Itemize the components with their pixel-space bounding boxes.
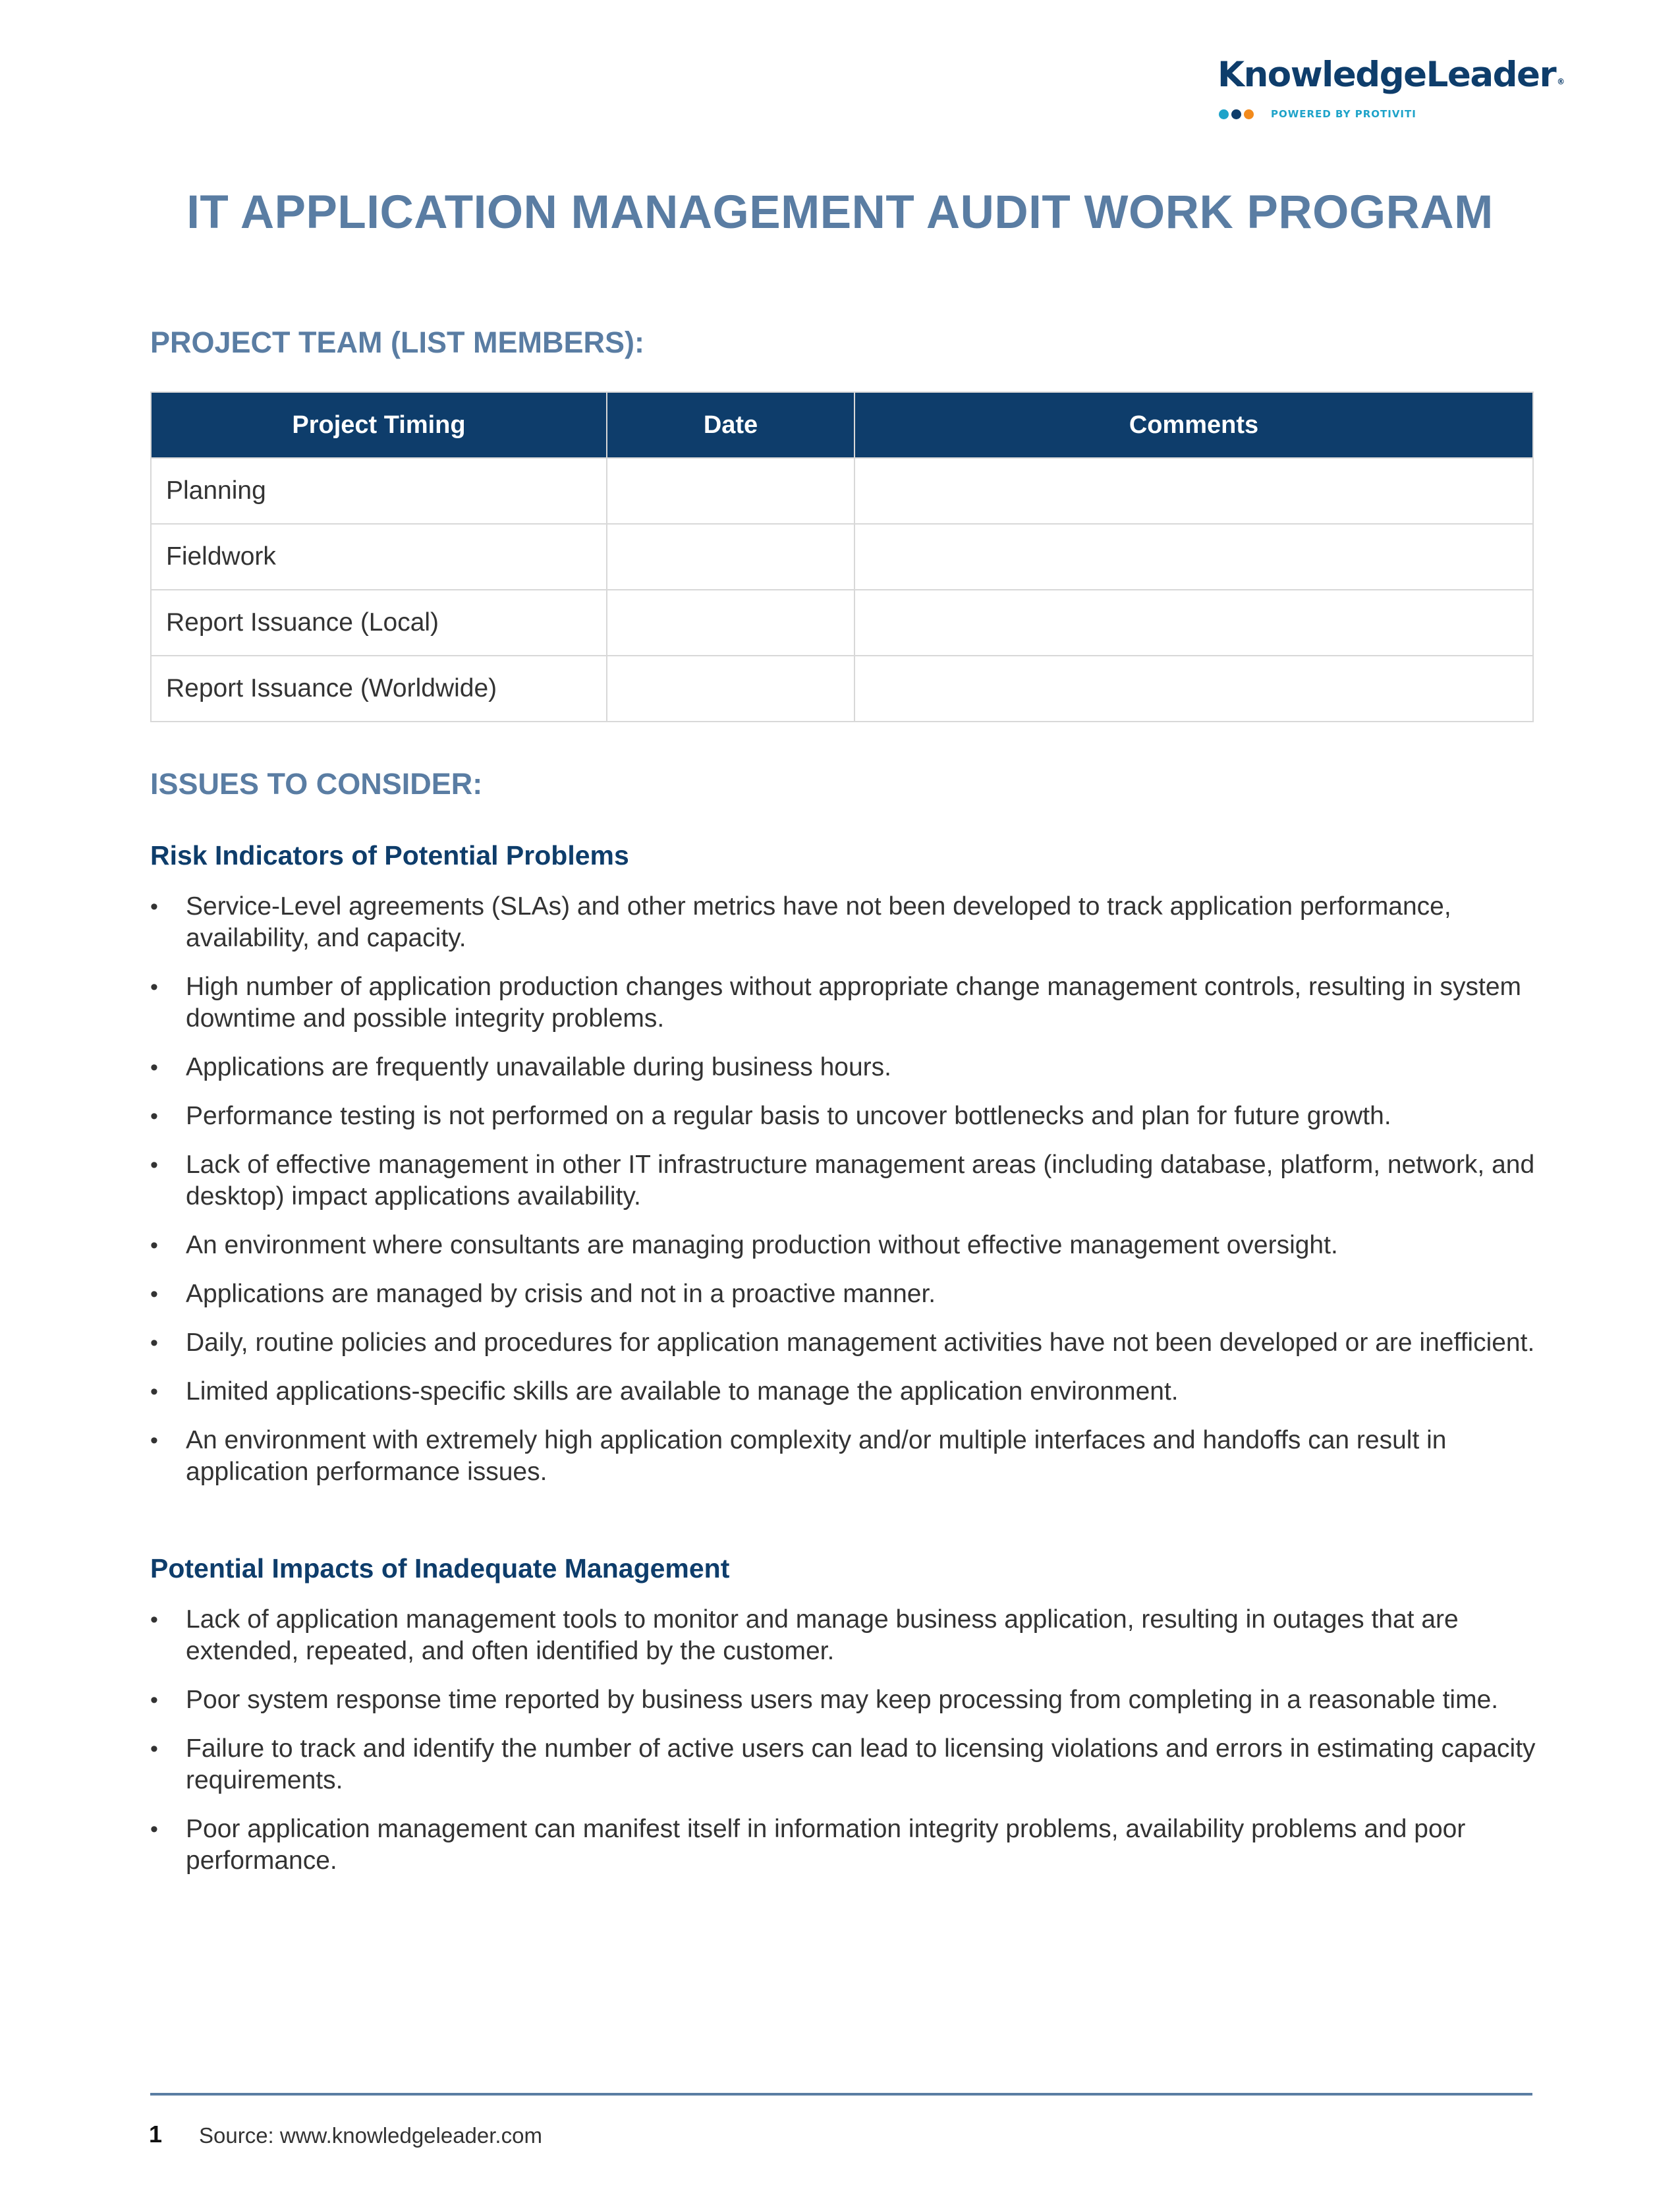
list-item: • Poor system response time reported by business users may keep processing from completing in a reasonable time.	[150, 1684, 1540, 1716]
list-item: • Lack of application management tools to monitor and manage business application, resulting in outages that are extended, repeated, and often identified by the customer.	[150, 1604, 1540, 1667]
list-item: • Poor application management can manifest itself in information integrity problems, availability problems and poor performance.	[150, 1813, 1540, 1877]
project-timing-table	[150, 391, 1534, 722]
comments-cell[interactable]	[854, 656, 1533, 722]
issues-heading: ISSUES TO CONSIDER:	[150, 767, 483, 801]
date-cell[interactable]	[607, 656, 854, 722]
logo-dot-icon	[1219, 109, 1229, 119]
list-item: • Limited applications-specific skills are available to manage the application environment.	[150, 1376, 1540, 1408]
timing-cell: Report Issuance (Worldwide)	[151, 656, 607, 722]
list-item: • Applications are frequently unavailable during business hours.	[150, 1052, 1540, 1083]
date-cell[interactable]	[607, 590, 854, 656]
list-item: • Performance testing is not performed on a regular basis to uncover bottlenecks and plan for future growth.	[150, 1100, 1540, 1132]
logo-tagline: POWERED BY PROTIVITI	[1271, 108, 1416, 120]
list-item: • High number of application production changes without appropriate change management controls, resulting in system downtime and possible integrity problems.	[150, 971, 1540, 1035]
source-citation: Source: www.knowledgeleader.com	[199, 2123, 542, 2148]
comments-cell[interactable]	[854, 524, 1533, 590]
list-item: • Applications are managed by crisis and not in a proactive manner.	[150, 1278, 1540, 1310]
list-item: • Daily, routine policies and procedures for application management activities have not been developed or are inefficient.	[150, 1327, 1540, 1359]
column-header-date: Date	[607, 392, 854, 458]
table-header-row	[151, 392, 1533, 458]
column-header-comments: Comments	[854, 392, 1533, 458]
logo-dots-icon	[1219, 109, 1254, 119]
comments-cell[interactable]	[854, 590, 1533, 656]
list-item: • Lack of effective management in other IT infrastructure management areas (including database, platform, network, and desktop) impact applications availability.	[150, 1149, 1540, 1213]
footer-divider	[150, 2093, 1532, 2096]
table-row	[151, 590, 1533, 656]
logo-registered-mark: ®	[1557, 77, 1564, 86]
knowledgeleader-logo	[1218, 55, 1564, 128]
table-row	[151, 458, 1533, 524]
column-header-project-timing: Project Timing	[151, 392, 607, 458]
list-item: • An environment where consultants are managing production without effective management oversight.	[150, 1230, 1540, 1261]
risk-indicators-heading: Risk Indicators of Potential Problems	[150, 840, 629, 870]
list-item: • An environment with extremely high application complexity and/or multiple interfaces and handoffs can result in application performance issues.	[150, 1425, 1540, 1488]
potential-impacts-list	[150, 1604, 1540, 1894]
project-team-heading: PROJECT TEAM (LIST MEMBERS):	[150, 326, 644, 359]
logo-dot-icon	[1244, 109, 1254, 119]
potential-impacts-heading: Potential Impacts of Inadequate Management	[150, 1553, 730, 1584]
timing-cell: Fieldwork	[151, 524, 607, 590]
page-number: 1	[149, 2121, 163, 2148]
table-row	[151, 524, 1533, 590]
timing-cell: Planning	[151, 458, 607, 524]
logo-wordmark: KnowledgeLeader	[1218, 55, 1556, 95]
list-item: • Service-Level agreements (SLAs) and other metrics have not been developed to track application performance, availability, and capacity.	[150, 891, 1540, 954]
date-cell[interactable]	[607, 458, 854, 524]
timing-cell: Report Issuance (Local)	[151, 590, 607, 656]
table-row	[151, 656, 1533, 722]
date-cell[interactable]	[607, 524, 854, 590]
risk-indicators-list	[150, 891, 1540, 1505]
document-title: IT APPLICATION MANAGEMENT AUDIT WORK PROGRAM	[186, 186, 1494, 239]
list-item: • Failure to track and identify the number of active users can lead to licensing violations and errors in estimating capacity requirements.	[150, 1733, 1540, 1796]
logo-dot-icon	[1231, 109, 1241, 119]
comments-cell[interactable]	[854, 458, 1533, 524]
